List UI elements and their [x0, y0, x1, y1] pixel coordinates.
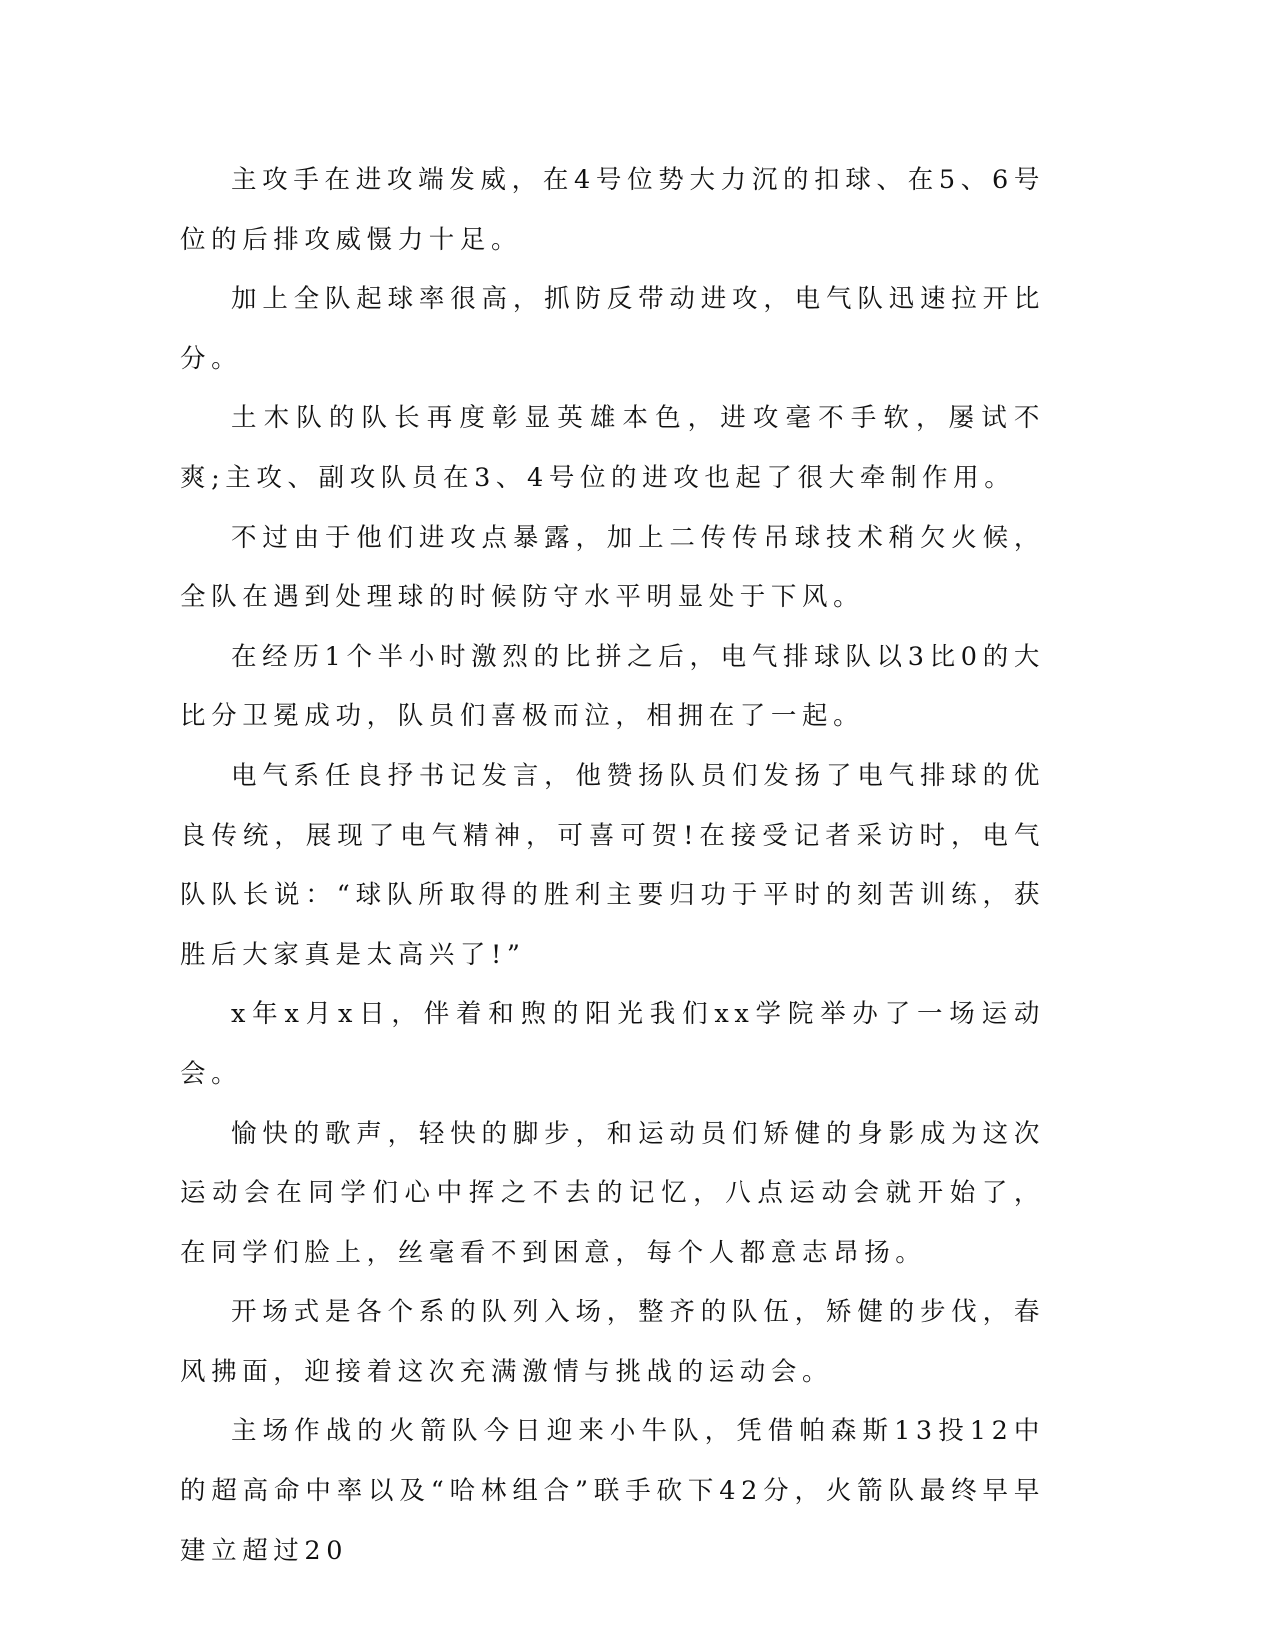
- paragraph-5: 在经历1个半小时激烈的比拼之后，电气排球队以3比0的大比分卫冕成功，队员们喜极而泣，相拥在了一起。: [180, 641, 1045, 732]
- paragraph-2: 加上全队起球率很高，抓防反带动进攻，电气队迅速拉开比分。: [180, 284, 1045, 374]
- paragraph-8: 愉快的歌声，轻快的脚步，和运动员们矫健的身影成为这次运动会在同学们心中挥之不去的记忆，八点运动会就开始了，在同学们脸上，丝毫看不到困意，每个人都意志昂扬。: [180, 1118, 1045, 1268]
- document-body: [180, 151, 1045, 1581]
- paragraph-7: x年x月x日，伴着和煦的阳光我们xx学院举办了一场运动会。: [180, 999, 1045, 1089]
- paragraph-4: 不过由于他们进攻点暴露，加上二传传吊球技术稍欠火候，全队在遇到处理球的时候防守水平明显处于下风。: [180, 522, 1045, 613]
- paragraph-9: 开场式是各个系的队列入场，整齐的队伍，矫健的步伐，春风拂面，迎接着这次充满激情与挑战的运动会。: [180, 1297, 1045, 1387]
- paragraph-1: 主攻手在进攻端发威，在4号位势大力沉的扣球、在5、6号位的后排攻威慑力十足。: [180, 165, 1045, 255]
- paragraph-10: 主场作战的火箭队今日迎来小牛队，凭借帕森斯13投12中的超高命中率以及“哈林组合”联手砍下42分，火箭队最终早早建立超过20: [180, 1416, 1045, 1566]
- paragraph-3: 土木队的队长再度彰显英雄本色，进攻毫不手软，屡试不爽;主攻、副攻队员在3、4号位的进攻也起了很大牵制作用。: [180, 403, 1045, 493]
- paragraph-6: 电气系任良抒书记发言，他赞扬队员们发扬了电气排球的优良传统，展现了电气精神，可喜可贺!在接受记者采访时，电气队队长说：“球队所取得的胜利主要归功于平时的刻苦训练，获胜后大家真是太高兴了!”: [180, 760, 1045, 970]
